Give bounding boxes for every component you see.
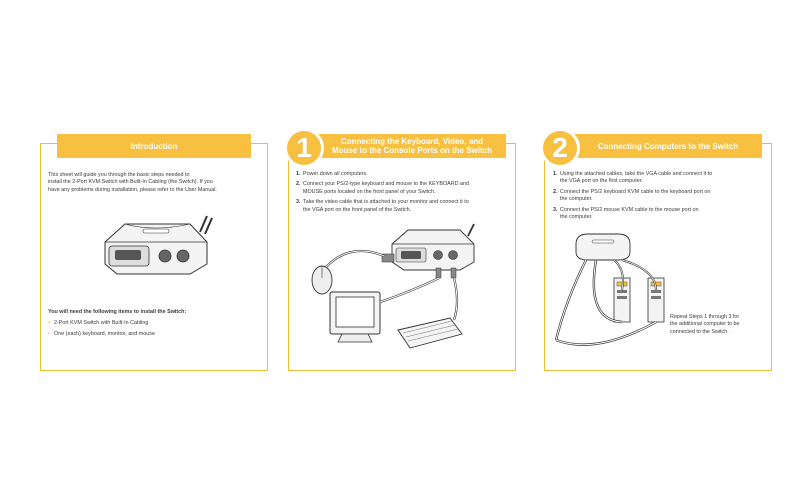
- step-number: 3.: [296, 199, 301, 206]
- repeat-line: the additional computer to be: [670, 321, 740, 328]
- step-number: 2.: [296, 181, 301, 188]
- step-text: the VGA port on the first computer.: [560, 178, 643, 185]
- step-text: the computer.: [560, 214, 593, 221]
- bullet-icon: •: [48, 320, 50, 327]
- panel-introduction-title: Introduction: [57, 134, 251, 158]
- list-item: [48, 320, 262, 327]
- list-item: [296, 199, 510, 214]
- repeat-line: connected to the Switch.: [670, 328, 729, 335]
- intro-text: [48, 172, 262, 194]
- title-line: Connecting the Keyboard, Video, and: [340, 137, 484, 146]
- console-steps: [296, 171, 510, 217]
- needs-list: [48, 320, 262, 338]
- step-number: 1.: [553, 171, 558, 177]
- list-item-text: 2-Port KVM Switch with Built-In Cabling: [54, 320, 149, 327]
- panel-console-ports-title: [318, 134, 506, 158]
- step-badge-2: 2: [540, 128, 580, 168]
- list-item: [296, 171, 510, 178]
- panel-connecting-computers-title: Connecting Computers to the Switch: [574, 134, 762, 158]
- list-item: [553, 171, 767, 186]
- list-item-text: One (each) keyboard, monitor, and mouse: [54, 330, 155, 337]
- repeat-note: [670, 314, 766, 336]
- computer-steps: [553, 171, 767, 224]
- intro-line: install the 2-Port KVM Switch with Built-In Cabling (the Switch). If you: [48, 179, 213, 186]
- step-text: the computer.: [560, 196, 593, 203]
- console-connection-illustration: [300, 222, 506, 362]
- title-line: Mouse to the Console Ports on the Switch: [331, 146, 492, 155]
- list-item: [553, 189, 767, 204]
- step-number: 2.: [553, 188, 558, 195]
- intro-line: have any problems during installation, please refer to the User Manual.: [48, 186, 217, 193]
- intro-line: This sheet will guide you through the basic steps needed to: [48, 172, 190, 178]
- step-text: MOUSE ports located on the front panel of your Switch.: [303, 188, 436, 195]
- needs-section: [48, 309, 262, 341]
- computer-connection-illustration: [556, 230, 676, 360]
- steps-list: [553, 171, 767, 221]
- step-text: Connect the PS/2 keyboard KVM cable to the keyboard port on: [560, 188, 711, 195]
- needs-heading: You will need the following items to install the Switch:: [48, 309, 187, 315]
- steps-list: [296, 171, 510, 214]
- step-text: Connect your PS/2-type keyboard and mouse to the KEYBOARD and: [303, 181, 470, 188]
- step-text: the VGA port on the front panel of the Switch.: [303, 206, 412, 213]
- step-text: Take the video cable that is attached to your monitor and connect it to: [303, 199, 469, 206]
- step-text: Power down all computers.: [303, 171, 368, 177]
- step-number: 1.: [296, 171, 301, 177]
- step-text: Connect the PS/2 mouse KVM cable to the mouse port on: [560, 206, 699, 213]
- list-item: [48, 331, 262, 338]
- step-badge-1: 1: [284, 128, 324, 168]
- repeat-line: Repeat Steps 1 through 3 for: [670, 314, 740, 320]
- kvm-switch-illustration: [95, 212, 215, 292]
- bullet-icon: •: [48, 330, 50, 337]
- step-text: Using the attached cables, take the VGA cable and connect it to: [560, 171, 713, 177]
- list-item: [553, 207, 767, 222]
- list-item: [296, 181, 510, 196]
- step-number: 3.: [553, 206, 558, 213]
